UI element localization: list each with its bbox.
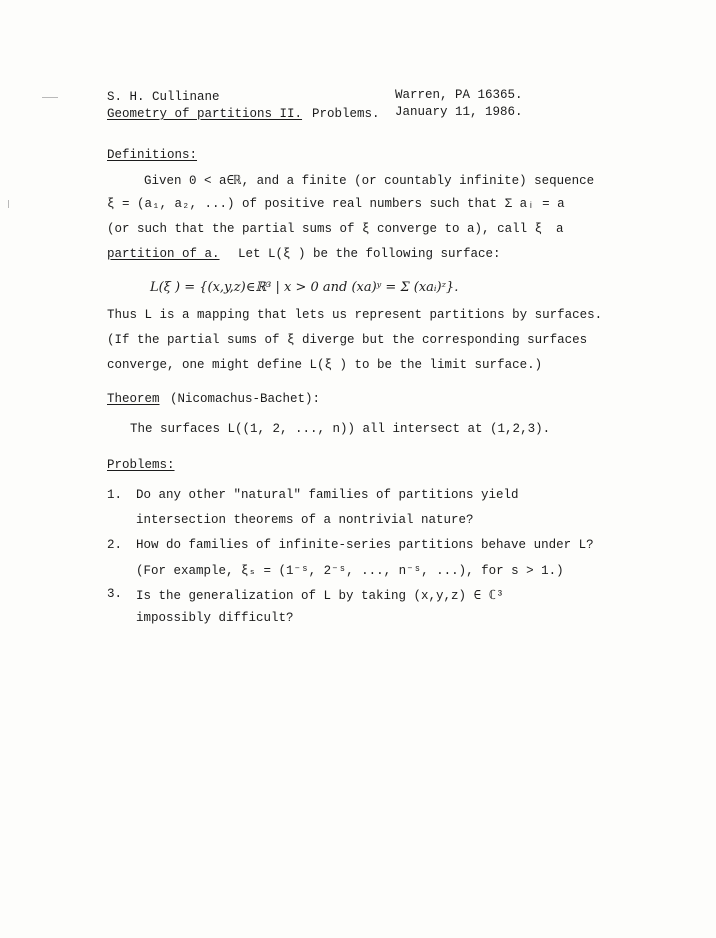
author: S. H. Cullinane bbox=[107, 90, 220, 104]
theorem-statement: The surfaces L((1, 2, ..., n)) all intersect at (1,2,3). bbox=[130, 422, 551, 436]
partition-term: partition of a. bbox=[107, 247, 220, 261]
problem-3-line-1: Is the generalization of L by taking (x,y,z) ∈ ℂ³ bbox=[136, 589, 504, 603]
definitions-line-6: (If the partial sums of ξ diverge but the corresponding surfaces bbox=[107, 333, 588, 347]
problem-3-line-2: impossibly difficult? bbox=[136, 611, 294, 625]
document-title: Geometry of partitions II. bbox=[107, 107, 303, 121]
definitions-line-5: Thus L is a mapping that lets us represent partitions by surfaces. bbox=[107, 308, 603, 322]
definitions-heading: Definitions: bbox=[107, 148, 198, 162]
definitions-line-1: Given 0 < a∈ℝ, and a finite (or countably infinite) sequence bbox=[144, 174, 595, 188]
definitions-line-3-end: a bbox=[556, 222, 564, 236]
location: Warren, PA 16365. bbox=[395, 88, 523, 102]
definitions-line-7: converge, one might define L(ξ ) to be the limit surface.) bbox=[107, 358, 543, 372]
scan-mark bbox=[8, 200, 9, 208]
definitions-line-2: ξ = (a₁, a₂, ...) of positive real numbers such that Σ aᵢ = a bbox=[107, 197, 565, 211]
problem-1-line-1: Do any other "natural" families of partitions yield bbox=[136, 488, 519, 502]
document-subtitle: Problems. bbox=[312, 107, 380, 121]
problem-2-line-2: (For example, ξₛ = (1⁻ˢ, 2⁻ˢ, ..., n⁻ˢ, ...), for s > 1.) bbox=[136, 564, 564, 578]
theorem-heading: Theorem bbox=[107, 392, 160, 406]
scan-mark bbox=[42, 97, 58, 98]
problem-number: 1. bbox=[107, 488, 123, 502]
problem-2-line-1: How do families of infinite-series partitions behave under L? bbox=[136, 538, 594, 552]
date: January 11, 1986. bbox=[395, 105, 523, 119]
surface-formula: L(ξ ) = {(x,y,z)∈ℝ³ | x > 0 and (xa)ʸ = Σ (xaᵢ)ᶻ}. bbox=[150, 280, 459, 295]
problem-number: 2. bbox=[107, 538, 123, 552]
theorem-attribution: (Nicomachus-Bachet): bbox=[170, 392, 321, 406]
definitions-line-4: Let L(ξ ) be the following surface: bbox=[238, 247, 501, 261]
definitions-line-3: (or such that the partial sums of ξ converge to a), call ξ bbox=[107, 222, 543, 236]
problems-heading: Problems: bbox=[107, 458, 175, 472]
problem-number: 3. bbox=[107, 587, 123, 601]
problem-1-line-2: intersection theorems of a nontrivial nature? bbox=[136, 513, 474, 527]
